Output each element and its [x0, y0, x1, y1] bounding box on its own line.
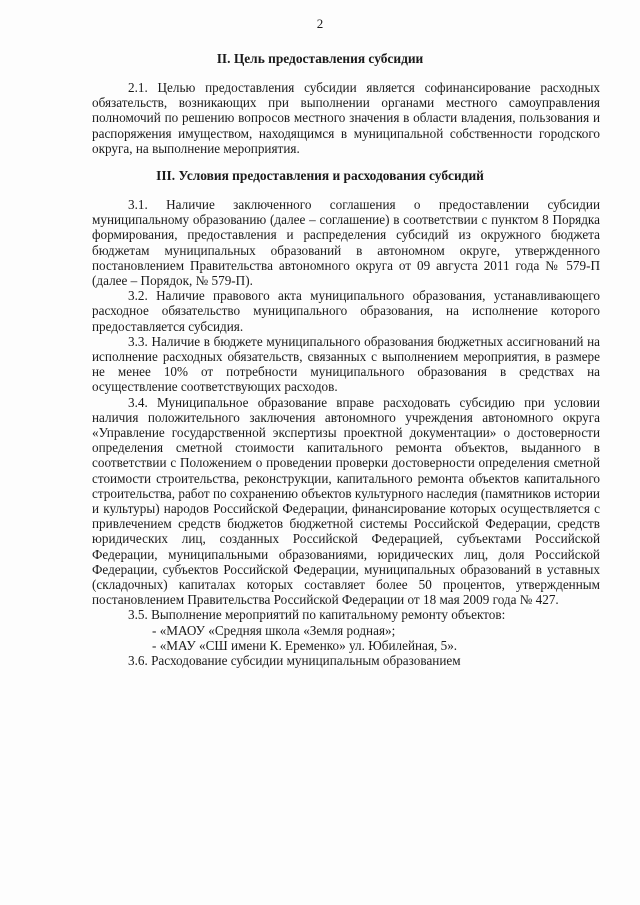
- page-number: 2: [316, 16, 324, 31]
- paragraph-2-1: 2.1. Целью предоставления субсидии является софинансирование расходных обязательств, возникающих при выполнении органами местного самоуправления полномочий по решению вопросов местного значения в области владения, пользования и распоряжения имуществом, находящимся в муниципальной собственности городского округа, на выполнение мероприятия.: [92, 80, 600, 156]
- section-3-body: [92, 197, 600, 668]
- section-2-body: [92, 80, 600, 156]
- paragraph-3-4: 3.4. Муниципальное образование вправе расходовать субсидию при условии наличия положительного заключения автономного учреждения автономного округа «Управление государственной экспертизы проектной документации» о достоверности определения сметной стоимости капитального ремонта объектов, выданного в соответствии с Положением о проведении проверки достоверности определения сметной стоимости строительства, реконструкции, капитального ремонта объектов капитального строительства, работ по сохранению объектов культурного наследия (памятников истории и культуры) народов Российской Федерации, финансирование которых осуществляется с привлечением средств бюджетов бюджетной системы Российской Федерации, средств юридических лиц, созданных Российской Федерацией, субъектами Российской Федерации, муниципальными образованиями, юридических лиц, доля Российской Федерации, субъектов Российской Федерации, муниципальных образований в уставных (складочных) капиталах которых составляет более 50 процентов, утвержденным постановлением Правительства Российской Федерации от 18 мая 2009 года № 427.: [92, 394, 600, 608]
- paragraph-3-2: 3.2. Наличие правового акта муниципального образования, устанавливающего расходное обязательство муниципального образования, на исполнение которого предоставляется субсидия.: [92, 288, 600, 334]
- section-3-heading: III. Условия предоставления и расходования субсидий: [156, 168, 484, 183]
- paragraph-3-5: 3.5. Выполнение мероприятий по капитальному ремонту объектов:: [128, 607, 506, 623]
- paragraph-3-1: 3.1. Наличие заключенного соглашения о предоставлении субсидии муниципальному образованию (далее – соглашение) в соответствии с пунктом 8 Порядка формирования, предоставления и распределения субсидий из окружного бюджета бюджетам муниципальных образований в автономном округе, утвержденного постановлением Правительства автономного округа от 09 августа 2011 года № 579-П (далее – Порядок, № 579-П).: [92, 197, 600, 289]
- list-item: - «МАУ «СШ имени К. Еременко» ул. Юбилейная, 5».: [152, 637, 458, 653]
- paragraph-3-3: 3.3. Наличие в бюджете муниципального образования бюджетных ассигнований на исполнение расходных обязательств, связанных с выполнением мероприятия, в размере не менее 10% от потребности муниципального образования в средствах на осуществление соответствующих расходов.: [92, 333, 600, 395]
- list-item: - «МАОУ «Средняя школа «Земля родная»;: [152, 622, 396, 638]
- paragraph-3-6: 3.6. Расходование субсидии муниципальным образованием: [128, 653, 461, 669]
- section-2-heading: II. Цель предоставления субсидии: [216, 51, 424, 66]
